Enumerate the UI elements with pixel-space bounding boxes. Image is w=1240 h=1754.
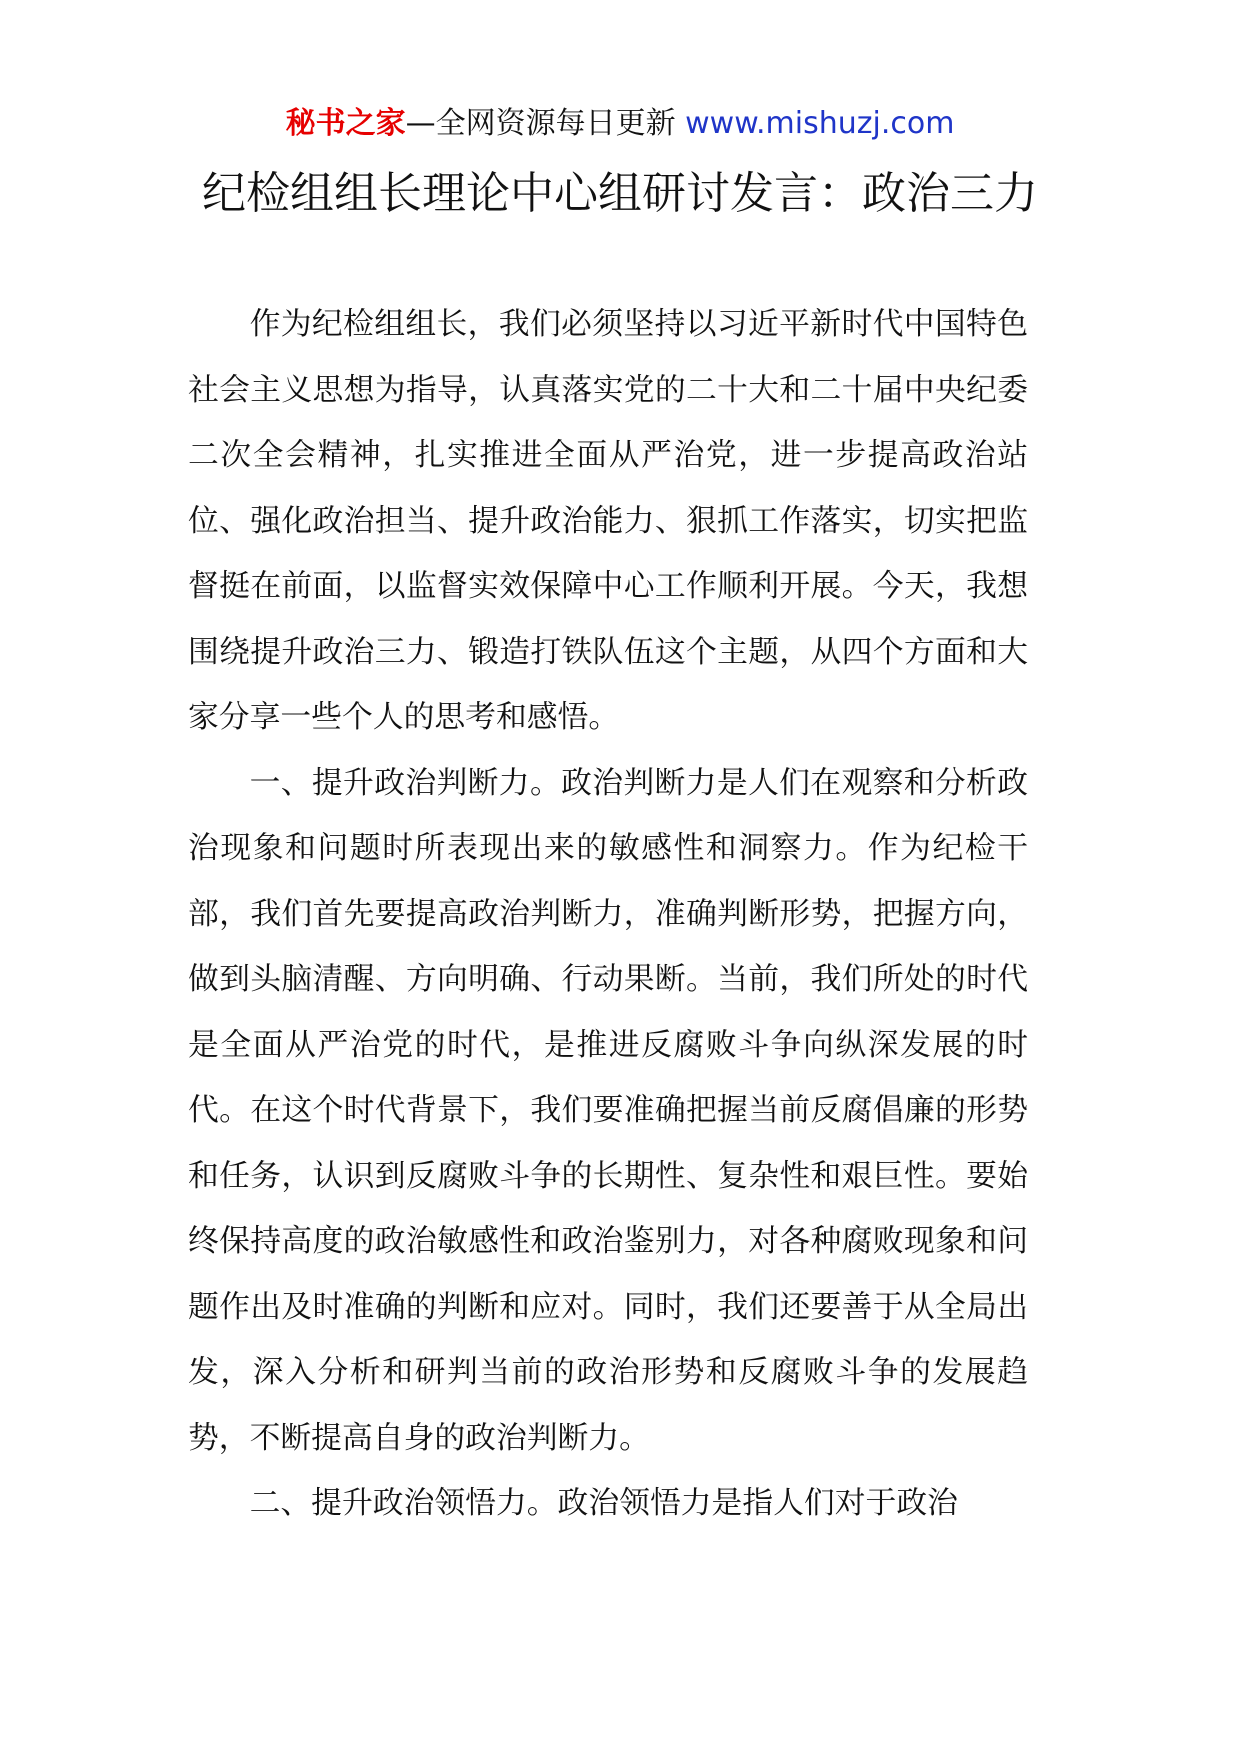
page-header [0, 104, 1240, 144]
paragraph-section-1: 一、提升政治判断力。政治判断力是人们在观察和分析政治现象和问题时所表现出来的敏感性和洞察力。作为纪检干部，我们首先要提高政治判断力，准确判断形势，把握方向，做到头脑清醒、方向明确、行动果断。当前，我们所处的时代是全面从严治党的时代，是推进反腐败斗争向纵深发展的时代。在这个时代背景下，我们要准确把握当前反腐倡廉的形势和任务，认识到反腐败斗争的长期性、复杂性和艰巨性。要始终保持高度的政治敏感性和政治鉴别力，对各种腐败现象和问题作出及时准确的判断和应对。同时，我们还要善于从全局出发，深入分析和研判当前的政治形势和反腐败斗争的发展趋势，不断提高自身的政治判断力。 [188, 764, 1028, 1456]
paragraph-section-2: 二、提升政治领悟力。政治领悟力是指人们对于政治 [249, 1485, 958, 1521]
brand-name: 秘书之家 [285, 106, 406, 141]
paragraph-intro: 作为纪检组组长，我们必须坚持以习近平新时代中国特色社会主义思想为指导，认真落实党的二十大和二十届中央纪委二次全会精神，扎实推进全面从严治党，进一步提高政治站位、强化政治担当、提升政治能力、狠抓工作落实，切实把监督挺在前面，以监督实效保障中心工作顺利开展。今天，我想围绕提升政治三力、锻造打铁队伍这个主题，从四个方面和大家分享一些个人的思考和感悟。 [188, 306, 1028, 735]
site-url-link[interactable]: www.mishuzj.com [685, 106, 955, 141]
document-body [188, 292, 1028, 1537]
header-tagline: —全网资源每日更新 [405, 106, 686, 141]
document-title: 纪检组组长理论中心组研讨发言：政治三力 [202, 168, 1038, 219]
